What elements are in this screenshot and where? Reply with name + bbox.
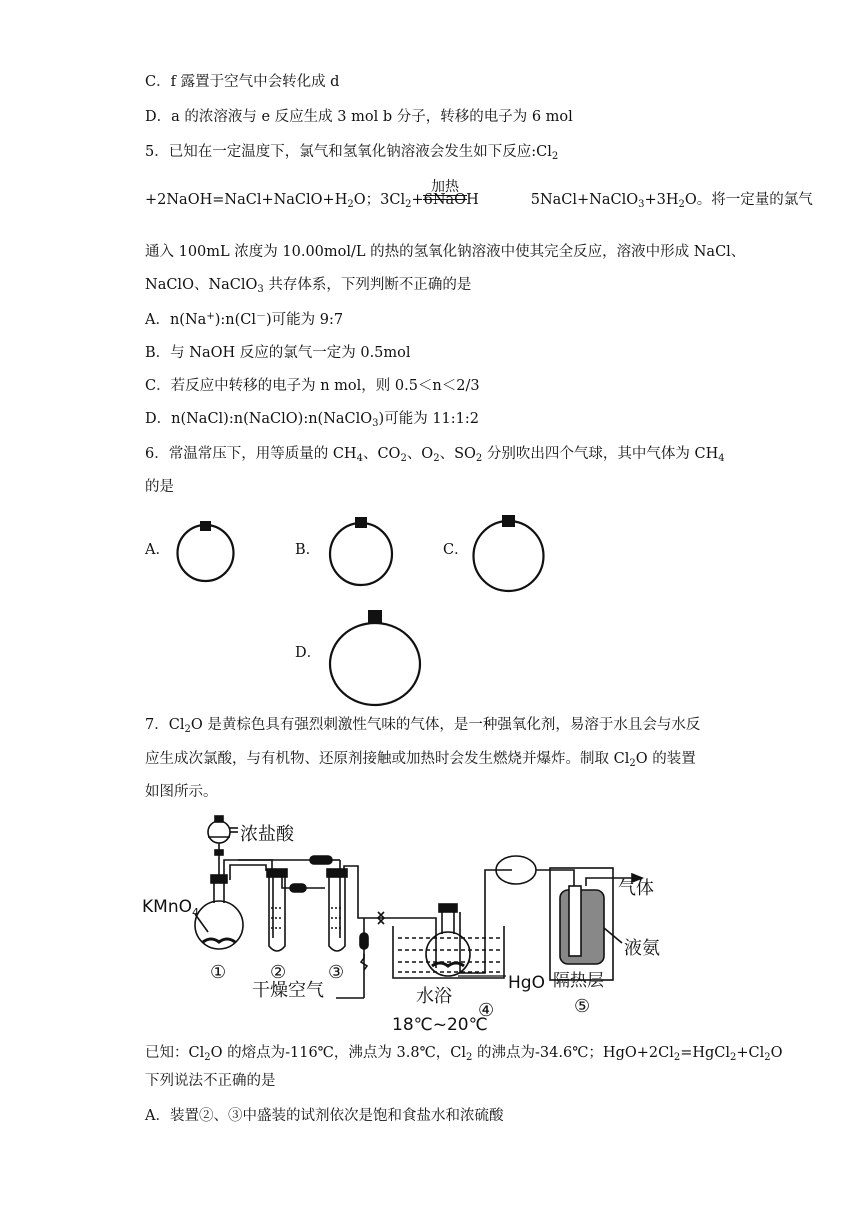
label-gas: 气体 bbox=[618, 878, 654, 899]
q5-option-b: B．与 NaOH 反应的氯气一定为 0.5mol bbox=[145, 345, 411, 361]
balloon-b bbox=[330, 517, 392, 585]
q5-option-d: D．n(NaCl):n(NaClO):n(NaClO$_3$)可能为 11:1:2 bbox=[145, 411, 479, 429]
q7-stem-line2: 应生成次氯酸，与有机物、还原剂接触或加热时会发生燃烧并爆炸。制取 $Cl_2O$ 的装置 bbox=[145, 751, 696, 769]
q5-stem-line4: NaClO、NaClO$_3$ 共存体系，下列判断不正确的是 bbox=[145, 277, 472, 295]
q7-stem-line3: 如图所示。 bbox=[145, 784, 218, 800]
q5-stem-line2: $+2NaOH=NaCl+NaClO+H_2O$；$3Cl_2+6NaOH$ $5NaCl+NaClO_3+3H_2O$。将一定量的氯气 bbox=[145, 192, 813, 210]
q6-option-b-label: B． bbox=[295, 542, 321, 558]
q5-option-a: A．n(Na+):n(Cl－)可能为 9:7 bbox=[145, 311, 344, 328]
label-number-5: ⑤ bbox=[574, 996, 591, 1017]
apparatus-diagram bbox=[140, 808, 700, 1040]
q6-option-d-label: D． bbox=[295, 645, 322, 661]
label-number-3: ③ bbox=[328, 962, 345, 983]
separatory-funnel-bulb bbox=[208, 821, 230, 843]
balloon-a bbox=[178, 521, 234, 581]
q6-option-a-label: A． bbox=[145, 542, 170, 558]
label-liquid-ammonia: 液氨 bbox=[624, 938, 660, 959]
q7-stem-question: 下列说法不正确的是 bbox=[145, 1073, 276, 1089]
label-number-2: ② bbox=[270, 962, 287, 983]
label-number-4: ④ bbox=[478, 1000, 495, 1021]
q6-stem-line2: 的是 bbox=[145, 479, 174, 495]
q4-option-d: D．a 的浓溶液与 e 反应生成 3 mol b 分子，转移的电子为 6 mol bbox=[145, 109, 573, 125]
q4-option-c: C．f 露置于空气中会转化成 d bbox=[145, 74, 340, 90]
label-kmno4: KMnO$_4$ bbox=[142, 897, 199, 919]
q6-stem-line1: 6．常温常压下，用等质量的 $CH_4$、$CO_2$、$O_2$、$SO_2$ 分别吹出四个气球，其中气体为 $CH_4$ bbox=[145, 446, 725, 464]
balloon-d bbox=[330, 610, 420, 705]
q6-option-c-label: C． bbox=[443, 542, 469, 558]
q7-option-a: A．装置②、③中盛装的试剂依次是饱和食盐水和浓硫酸 bbox=[145, 1108, 504, 1124]
q7-known-info: 已知：$Cl_2O$ 的熔点为-116℃，沸点为 3.8℃，$Cl_2$ 的沸点为-34.6℃；$HgO+2Cl_2=HgCl_2+Cl_2O$ bbox=[145, 1045, 783, 1063]
q7-stem-line1: 7．$Cl_2O$ 是黄棕色具有强烈刺激性气味的气体，是一种强氧化剂，易溶于水且会与水反 bbox=[145, 717, 701, 735]
label-water-bath: 水浴 bbox=[416, 986, 452, 1007]
water-bath bbox=[393, 926, 504, 978]
balloon-c bbox=[474, 515, 544, 591]
label-conc-hcl: 浓盐酸 bbox=[240, 824, 294, 845]
label-dry-air: 干燥空气 bbox=[252, 980, 324, 1001]
label-insulation: 隔热层 bbox=[553, 971, 604, 991]
q5-stem-line1: 5．已知在一定温度下，氯气和氢氧化钠溶液会发生如下反应$:Cl_2$ bbox=[145, 144, 559, 162]
label-number-1: ① bbox=[210, 962, 227, 983]
heating-condition: 加热 bbox=[431, 179, 459, 195]
wash-bottle-3 bbox=[329, 877, 345, 951]
q5-stem-line3: 通入 100mL 浓度为 10.00mol/L 的热的氢氧化钠溶液中使其完全反应，溶液中形成 NaCl、 bbox=[145, 244, 746, 260]
label-hgo: HgO bbox=[508, 973, 545, 993]
q5-option-c: C．若反应中转移的电子为 n mol，则 0.5＜n＜2/3 bbox=[145, 378, 480, 394]
label-temperature: 18℃~20℃ bbox=[392, 1015, 488, 1035]
